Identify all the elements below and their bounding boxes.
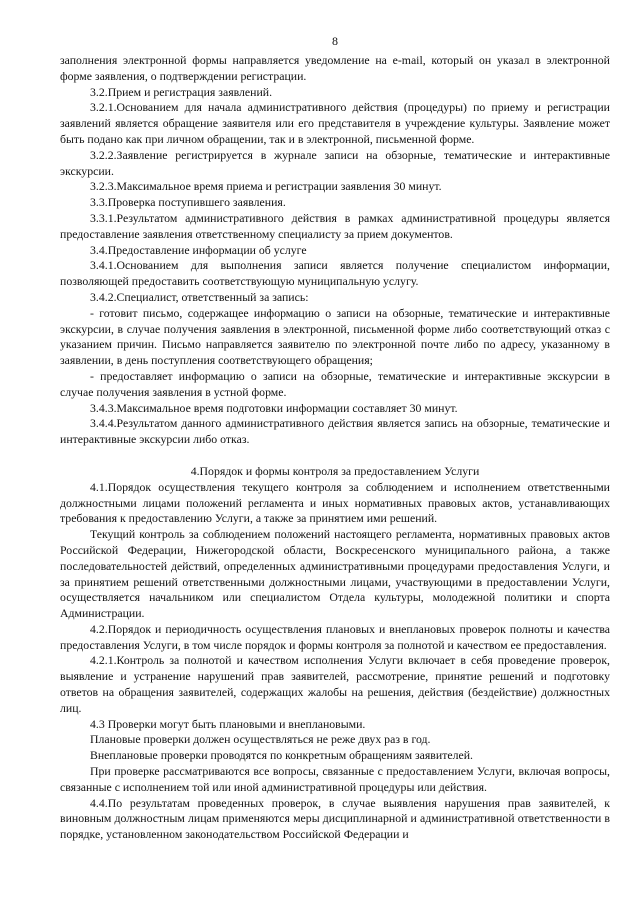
paragraph: 4.2.Порядок и периодичность осуществления плановых и внеплановых проверок полноты и качества предоставления Услуги, в том числе порядок и формы контроля за полнотой и качеством ее предоставления.	[60, 621, 610, 652]
paragraph: 4.4.По результатам проведенных проверок, в случае выявления нарушения прав заявителей, к виновным должностным лицам применяются меры дисциплинарной и административной ответственности в порядке, установленном законодательством Российской Федерации и	[60, 795, 610, 842]
paragraph: 4.1.Порядок осуществления текущего контроля за соблюдением и исполнением ответственными должностными лицами положений регламента и иных нормативных правовых актов, устанавливающих требования к предоставлению Услуги, а также за принятием ими решений.	[60, 479, 610, 526]
paragraph: Текущий контроль за соблюдением положений настоящего регламента, нормативных правовых актов Российской Федерации, Нижегородской области, Воскресенского муниципального района, а также последовательностей действий, определенных административными процедурами предоставления Услуги, и за принятием решений ответственными должностными лицами, участвующими в предоставлении Услуги, осуществляется начальником или специалистом Отдела культуры, молодежной политики и спорта Администрации.	[60, 527, 610, 621]
paragraph: заполнения электронной формы направляется уведомление на e-mail, который он указал в электронной форме заявления, о подтверждении регистрации.	[60, 53, 610, 83]
paragraph: Внеплановые проверки проводятся по конкретным обращениям заявителей.	[90, 748, 473, 763]
paragraph: 3.2.Прием и регистрация заявлений.	[90, 84, 273, 99]
paragraph: Плановые проверки должен осуществляться не реже двух раз в год.	[90, 732, 431, 747]
paragraph: 3.4.4.Результатом данного административного действия является запись на обзорные, тематические и интерактивные экскурсии либо отказ.	[60, 416, 610, 447]
paragraph: 4.2.1.Контроль за полнотой и качеством исполнения Услуги включает в себя проведение проверок, выявление и устранение нарушений прав заявителей, рассмотрение, принятие решений и подготовку ответов на обращения заявителей, содержащих жалобы на решения, действия (бездействие) должностных лиц.	[60, 653, 610, 715]
paragraph: 3.3.1.Результатом административного действия в рамках административной процедуры является предоставление заявления ответственному специалисту за прием документов.	[60, 210, 610, 241]
paragraph: 3.2.1.Основанием для начала административного действия (процедуры) по приему и регистрации заявлений является обращение заявителя или его представителя в учреждение культуры. Заявление может быть подано как при личном обращении, так и в электронной, письменной форме.	[60, 100, 610, 146]
paragraph: 3.4.2.Специалист, ответственный за запись:	[90, 289, 309, 304]
paragraph: 3.4.Предоставление информации об услуге	[90, 242, 307, 257]
section-4-heading: 4.Порядок и формы контроля за предоставлением Услуги	[190, 463, 480, 478]
paragraph: 3.4.3.Максимальное время подготовки информации составляет 30 минут.	[90, 400, 458, 415]
paragraph: 3.2.3.Максимальное время приема и регистрации заявления 30 минут.	[90, 179, 442, 194]
section-3-body	[60, 53, 610, 448]
paragraph: 3.3.Проверка поступившего заявления.	[90, 195, 286, 210]
paragraph: 3.2.2.Заявление регистрируется в журнале записи на обзорные, тематические и интерактивные экскурсии.	[60, 147, 610, 178]
page-number: 8	[332, 34, 338, 48]
document-page	[60, 34, 610, 843]
paragraph: - готовит письмо, содержащее информацию о записи на обзорные, тематические и интерактивные экскурсии, в случае получения заявления в электронной, письменной форме либо соответствующий отказ с указанием причин. Письмо направляется заявителю по электронной почте либо по адресу, указанному в заявлении, в день поступления соответствующего обращения;	[60, 305, 610, 368]
paragraph: - предоставляет информацию о записи на обзорные, тематические и интерактивные экскурсии в случае получения заявления в устной форме.	[60, 368, 610, 399]
section-4-body	[60, 480, 610, 843]
paragraph: 3.4.1.Основанием для выполнения записи является получение специалистом информации, позволяющей предоставить соответствующую муниципальную услугу.	[60, 258, 610, 289]
paragraph: 4.3 Проверки могут быть плановыми и внеплановыми.	[90, 716, 366, 731]
paragraph: При проверке рассматриваются все вопросы, связанные с предоставлением Услуги, включая вопросы, связанные с исполнением той или иной административной процедуры или действия.	[60, 764, 610, 794]
